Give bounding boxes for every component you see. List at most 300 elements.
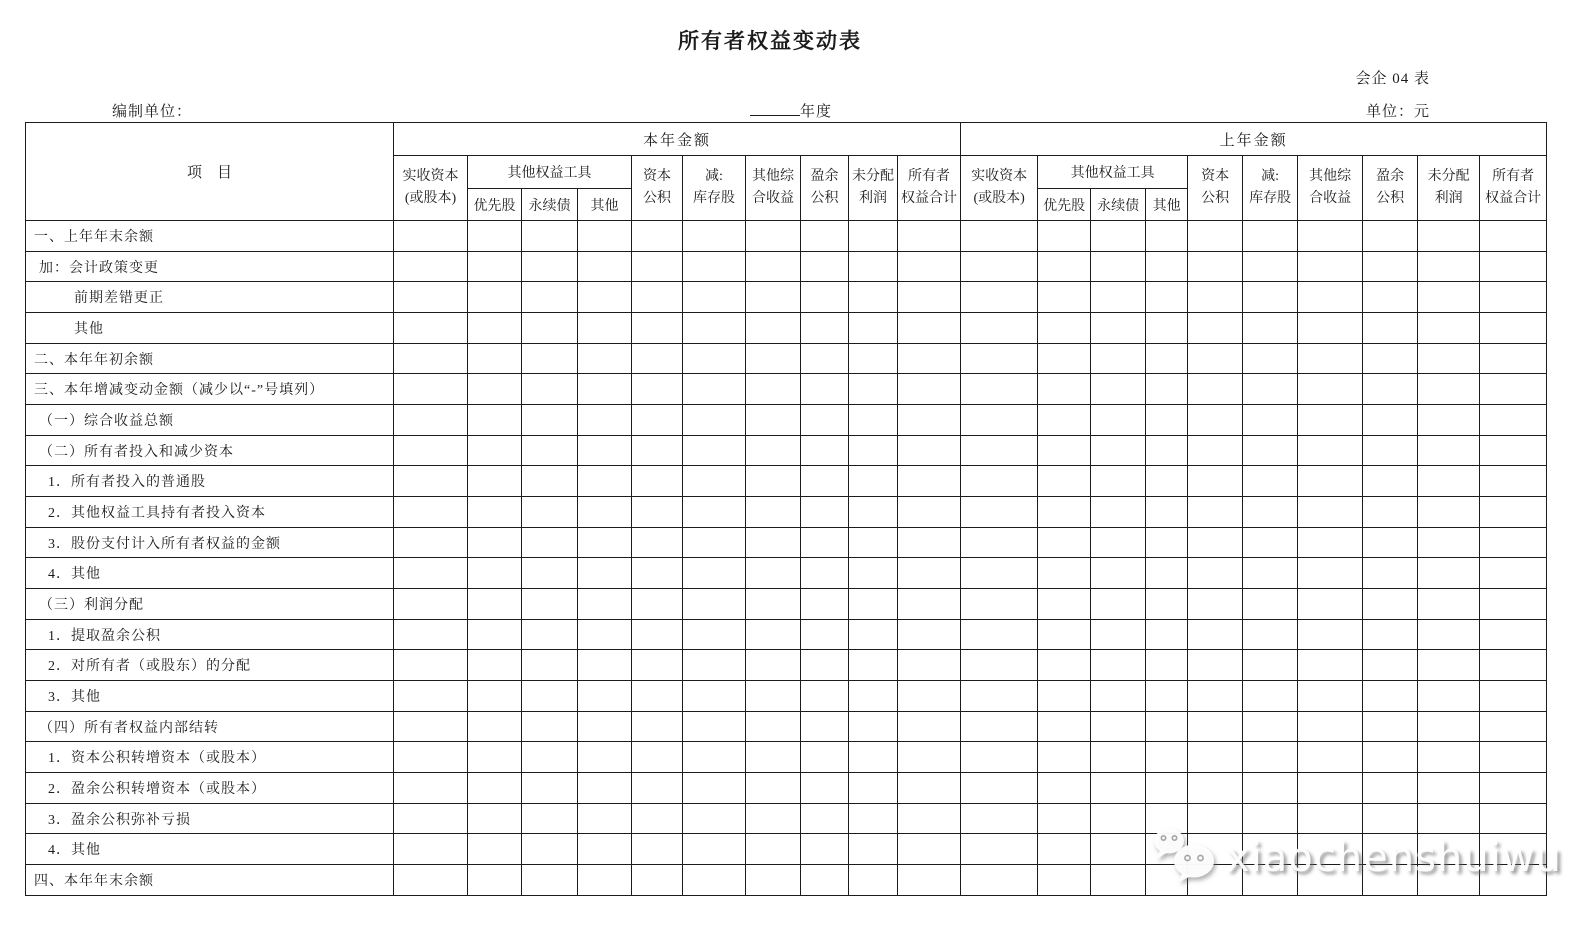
data-cell — [394, 466, 468, 497]
data-cell — [1038, 374, 1091, 405]
data-cell — [394, 527, 468, 558]
data-cell — [1091, 343, 1146, 374]
data-cell — [578, 773, 632, 804]
col-other-comprehensive-income-current: 其他综 合收益 — [746, 156, 801, 221]
data-cell — [1146, 405, 1188, 436]
data-cell — [1418, 374, 1480, 405]
data-cell — [522, 619, 578, 650]
data-cell — [1091, 650, 1146, 681]
data-cell — [394, 343, 468, 374]
data-cell — [1480, 558, 1547, 589]
data-cell — [1418, 527, 1480, 558]
data-cell — [1298, 282, 1363, 313]
data-cell — [898, 497, 961, 528]
data-cell — [1363, 650, 1418, 681]
data-cell — [1298, 619, 1363, 650]
data-cell — [746, 834, 801, 865]
data-cell — [746, 527, 801, 558]
data-cell — [1363, 282, 1418, 313]
data-cell — [468, 650, 522, 681]
data-cell — [1243, 405, 1298, 436]
data-cell — [1480, 282, 1547, 313]
data-cell — [1188, 650, 1243, 681]
data-cell — [683, 865, 746, 896]
data-cell — [1038, 803, 1091, 834]
col-other-equity-instruments-prior: 其他权益工具 — [1038, 156, 1188, 189]
data-cell — [1418, 834, 1480, 865]
data-cell — [1188, 742, 1243, 773]
data-cell — [961, 558, 1038, 589]
data-cell — [1188, 619, 1243, 650]
data-cell — [468, 497, 522, 528]
data-cell — [1091, 374, 1146, 405]
data-cell — [1243, 527, 1298, 558]
data-cell — [801, 343, 849, 374]
data-cell — [1298, 650, 1363, 681]
data-cell — [1363, 619, 1418, 650]
data-cell — [1480, 803, 1547, 834]
data-cell — [1298, 251, 1363, 282]
data-cell — [394, 282, 468, 313]
data-cell — [578, 527, 632, 558]
col-surplus-reserve-current: 盈余 公积 — [801, 156, 849, 221]
data-cell — [1038, 650, 1091, 681]
data-cell — [1480, 343, 1547, 374]
row-label: 四、本年年末余额 — [26, 865, 394, 896]
data-cell — [522, 803, 578, 834]
data-cell — [1363, 865, 1418, 896]
data-cell — [1038, 466, 1091, 497]
data-cell — [898, 742, 961, 773]
row-label: 三、本年增减变动金额（减少以“-”号填列） — [26, 374, 394, 405]
table-row — [26, 619, 1547, 650]
data-cell — [801, 497, 849, 528]
data-cell — [683, 681, 746, 712]
data-cell — [898, 711, 961, 742]
data-cell — [1146, 497, 1188, 528]
data-cell — [961, 711, 1038, 742]
data-cell — [746, 681, 801, 712]
data-cell — [394, 865, 468, 896]
data-cell — [1091, 834, 1146, 865]
data-cell — [898, 619, 961, 650]
data-cell — [1243, 435, 1298, 466]
data-cell — [1038, 589, 1091, 620]
data-cell — [849, 435, 898, 466]
data-cell — [1188, 466, 1243, 497]
data-cell — [1243, 681, 1298, 712]
data-cell — [1146, 282, 1188, 313]
data-cell — [1038, 773, 1091, 804]
data-cell — [898, 405, 961, 436]
data-cell — [1146, 374, 1188, 405]
data-cell — [961, 773, 1038, 804]
col-perpetual-bond-current: 永续债 — [522, 189, 578, 221]
data-cell — [522, 589, 578, 620]
data-cell — [1038, 865, 1091, 896]
data-cell — [1038, 221, 1091, 252]
data-cell — [746, 313, 801, 344]
data-cell — [1091, 251, 1146, 282]
data-cell — [1298, 374, 1363, 405]
data-cell — [1480, 773, 1547, 804]
col-paid-in-capital-current: 实收资本 (或股本) — [394, 156, 468, 221]
col-preferred-stock-prior: 优先股 — [1038, 189, 1091, 221]
data-cell — [632, 865, 683, 896]
data-cell — [1243, 742, 1298, 773]
data-cell — [849, 711, 898, 742]
data-cell — [801, 251, 849, 282]
data-cell — [578, 466, 632, 497]
data-cell — [468, 589, 522, 620]
table-row — [26, 742, 1547, 773]
data-cell — [898, 681, 961, 712]
data-cell — [632, 313, 683, 344]
data-cell — [1480, 742, 1547, 773]
data-cell — [578, 834, 632, 865]
data-cell — [522, 313, 578, 344]
data-cell — [522, 497, 578, 528]
data-cell — [578, 282, 632, 313]
data-cell — [632, 681, 683, 712]
data-cell — [1298, 711, 1363, 742]
data-cell — [394, 650, 468, 681]
data-cell — [1298, 834, 1363, 865]
data-cell — [898, 221, 961, 252]
data-cell — [1038, 251, 1091, 282]
data-cell — [1363, 681, 1418, 712]
data-cell — [683, 405, 746, 436]
table-row — [26, 282, 1547, 313]
data-cell — [632, 834, 683, 865]
data-cell — [1418, 435, 1480, 466]
data-cell — [632, 650, 683, 681]
data-cell — [1091, 773, 1146, 804]
table-row — [26, 773, 1547, 804]
data-cell — [1418, 865, 1480, 896]
data-cell — [1363, 251, 1418, 282]
data-cell — [898, 282, 961, 313]
table-row — [26, 527, 1547, 558]
data-cell — [801, 834, 849, 865]
row-label: 3．股份支付计入所有者权益的金额 — [26, 527, 394, 558]
data-cell — [1038, 711, 1091, 742]
data-cell — [849, 497, 898, 528]
data-cell — [1091, 282, 1146, 313]
data-cell — [468, 313, 522, 344]
data-cell — [394, 497, 468, 528]
data-cell — [1188, 435, 1243, 466]
data-cell — [961, 466, 1038, 497]
data-cell — [801, 313, 849, 344]
data-cell — [683, 773, 746, 804]
data-cell — [1480, 619, 1547, 650]
data-cell — [746, 435, 801, 466]
col-other-equity-instruments-current: 其他权益工具 — [468, 156, 632, 189]
data-cell — [1146, 619, 1188, 650]
data-cell — [746, 343, 801, 374]
data-cell — [1418, 282, 1480, 313]
data-cell — [632, 773, 683, 804]
data-cell — [522, 466, 578, 497]
data-cell — [898, 251, 961, 282]
data-cell — [1091, 221, 1146, 252]
data-cell — [632, 497, 683, 528]
data-cell — [578, 313, 632, 344]
data-cell — [746, 803, 801, 834]
data-cell — [1363, 405, 1418, 436]
data-cell — [801, 558, 849, 589]
table-row — [26, 558, 1547, 589]
data-cell — [468, 803, 522, 834]
data-cell — [849, 742, 898, 773]
data-cell — [683, 282, 746, 313]
row-label: 前期差错更正 — [26, 282, 394, 313]
data-cell — [1418, 803, 1480, 834]
data-cell — [746, 221, 801, 252]
table-row — [26, 589, 1547, 620]
data-cell — [394, 742, 468, 773]
data-cell — [961, 374, 1038, 405]
col-paid-in-capital-prior: 实收资本 (或股本) — [961, 156, 1038, 221]
data-cell — [394, 589, 468, 620]
data-cell — [468, 374, 522, 405]
data-cell — [1243, 466, 1298, 497]
data-cell — [394, 619, 468, 650]
data-cell — [801, 282, 849, 313]
data-cell — [578, 711, 632, 742]
data-cell — [578, 742, 632, 773]
data-cell — [849, 619, 898, 650]
data-cell — [522, 865, 578, 896]
data-cell — [801, 742, 849, 773]
row-label: 4．其他 — [26, 558, 394, 589]
data-cell — [898, 466, 961, 497]
data-cell — [1091, 497, 1146, 528]
data-cell — [522, 650, 578, 681]
data-cell — [522, 282, 578, 313]
data-cell — [468, 558, 522, 589]
data-cell — [1298, 405, 1363, 436]
data-cell — [683, 497, 746, 528]
data-cell — [746, 650, 801, 681]
data-cell — [849, 251, 898, 282]
year-blank-field — [750, 100, 800, 116]
data-cell — [683, 650, 746, 681]
data-cell — [468, 619, 522, 650]
data-cell — [849, 405, 898, 436]
data-cell — [522, 221, 578, 252]
data-cell — [522, 711, 578, 742]
row-label: （一）综合收益总额 — [26, 405, 394, 436]
data-cell — [1243, 313, 1298, 344]
data-cell — [801, 865, 849, 896]
data-cell — [1146, 834, 1188, 865]
data-cell — [1298, 435, 1363, 466]
data-cell — [1146, 650, 1188, 681]
data-cell — [898, 313, 961, 344]
data-cell — [746, 742, 801, 773]
data-cell — [801, 803, 849, 834]
data-cell — [1188, 803, 1243, 834]
data-cell — [898, 650, 961, 681]
col-preferred-stock-current: 优先股 — [468, 189, 522, 221]
data-cell — [1298, 527, 1363, 558]
row-label: 2．对所有者（或股东）的分配 — [26, 650, 394, 681]
data-cell — [394, 681, 468, 712]
data-cell — [683, 435, 746, 466]
data-cell — [898, 558, 961, 589]
data-cell — [468, 773, 522, 804]
table-row — [26, 803, 1547, 834]
data-cell — [1243, 343, 1298, 374]
data-cell — [1188, 405, 1243, 436]
data-cell — [1418, 619, 1480, 650]
data-cell — [1146, 711, 1188, 742]
row-label: （四）所有者权益内部结转 — [26, 711, 394, 742]
data-cell — [801, 773, 849, 804]
data-cell — [746, 558, 801, 589]
data-cell — [1188, 282, 1243, 313]
data-cell — [632, 619, 683, 650]
data-cell — [1038, 742, 1091, 773]
data-cell — [1363, 313, 1418, 344]
data-cell — [1091, 313, 1146, 344]
data-cell — [849, 282, 898, 313]
data-cell — [1480, 251, 1547, 282]
row-label: 一、上年年末余额 — [26, 221, 394, 252]
data-cell — [1243, 773, 1298, 804]
data-cell — [468, 527, 522, 558]
data-cell — [522, 558, 578, 589]
data-cell — [1480, 497, 1547, 528]
table-row — [26, 497, 1547, 528]
page-title: 所有者权益变动表 — [678, 29, 862, 53]
data-cell — [1363, 527, 1418, 558]
data-cell — [961, 619, 1038, 650]
data-cell — [683, 343, 746, 374]
data-cell — [632, 589, 683, 620]
data-cell — [1038, 282, 1091, 313]
data-cell — [1243, 619, 1298, 650]
data-cell — [898, 803, 961, 834]
data-cell — [1038, 405, 1091, 436]
data-cell — [1243, 374, 1298, 405]
data-cell — [1146, 251, 1188, 282]
data-cell — [746, 405, 801, 436]
data-cell — [1038, 527, 1091, 558]
data-cell — [1038, 497, 1091, 528]
data-cell — [801, 650, 849, 681]
row-label: （三）利润分配 — [26, 589, 394, 620]
data-cell — [578, 374, 632, 405]
data-cell — [1418, 773, 1480, 804]
data-cell — [1188, 865, 1243, 896]
data-cell — [1243, 650, 1298, 681]
data-cell — [961, 865, 1038, 896]
data-cell — [961, 742, 1038, 773]
data-cell — [468, 405, 522, 436]
data-cell — [1418, 650, 1480, 681]
data-cell — [468, 834, 522, 865]
data-cell — [578, 681, 632, 712]
data-cell — [1146, 527, 1188, 558]
data-cell — [632, 803, 683, 834]
data-cell — [468, 711, 522, 742]
data-cell — [1038, 834, 1091, 865]
data-cell — [801, 405, 849, 436]
data-cell — [849, 466, 898, 497]
data-cell — [1480, 221, 1547, 252]
data-cell — [1146, 558, 1188, 589]
data-cell — [1038, 435, 1091, 466]
table-row — [26, 343, 1547, 374]
data-cell — [1363, 589, 1418, 620]
watermark-text: xiaochenshuiwu — [1226, 834, 1562, 881]
data-cell — [1188, 773, 1243, 804]
col-owners-equity-total-current: 所有者 权益合计 — [898, 156, 961, 221]
data-cell — [468, 681, 522, 712]
row-label: 1．所有者投入的普通股 — [26, 466, 394, 497]
data-cell — [1363, 834, 1418, 865]
data-cell — [522, 742, 578, 773]
data-cell — [1188, 711, 1243, 742]
data-cell — [1480, 589, 1547, 620]
data-cell — [683, 466, 746, 497]
prepared-by-label: 编制单位： — [112, 104, 193, 120]
data-cell — [394, 374, 468, 405]
data-cell — [849, 865, 898, 896]
col-owners-equity-total-prior: 所有者 权益合计 — [1480, 156, 1547, 221]
col-less-treasury-stock-current: 减: 库存股 — [683, 156, 746, 221]
data-cell — [1243, 803, 1298, 834]
data-cell — [801, 466, 849, 497]
data-cell — [1188, 221, 1243, 252]
data-cell — [898, 773, 961, 804]
data-cell — [683, 558, 746, 589]
data-cell — [898, 343, 961, 374]
col-other-current: 其他 — [578, 189, 632, 221]
data-cell — [632, 405, 683, 436]
data-cell — [961, 435, 1038, 466]
data-cell — [1038, 343, 1091, 374]
data-cell — [1091, 619, 1146, 650]
data-cell — [801, 221, 849, 252]
data-cell — [1146, 589, 1188, 620]
data-cell — [1298, 589, 1363, 620]
data-cell — [522, 343, 578, 374]
data-cell — [632, 343, 683, 374]
data-cell — [1091, 589, 1146, 620]
data-cell — [746, 374, 801, 405]
data-cell — [468, 865, 522, 896]
data-cell — [1038, 619, 1091, 650]
data-cell — [746, 865, 801, 896]
data-cell — [1363, 773, 1418, 804]
data-cell — [683, 589, 746, 620]
data-cell — [849, 773, 898, 804]
data-cell — [1363, 711, 1418, 742]
data-cell — [1363, 742, 1418, 773]
data-cell — [1188, 589, 1243, 620]
row-label: 加：会计政策变更 — [26, 251, 394, 282]
row-label: 2．盈余公积转增资本（或股本） — [26, 773, 394, 804]
data-cell — [746, 711, 801, 742]
data-cell — [1298, 497, 1363, 528]
data-cell — [1480, 435, 1547, 466]
data-cell — [1091, 711, 1146, 742]
data-cell — [961, 251, 1038, 282]
